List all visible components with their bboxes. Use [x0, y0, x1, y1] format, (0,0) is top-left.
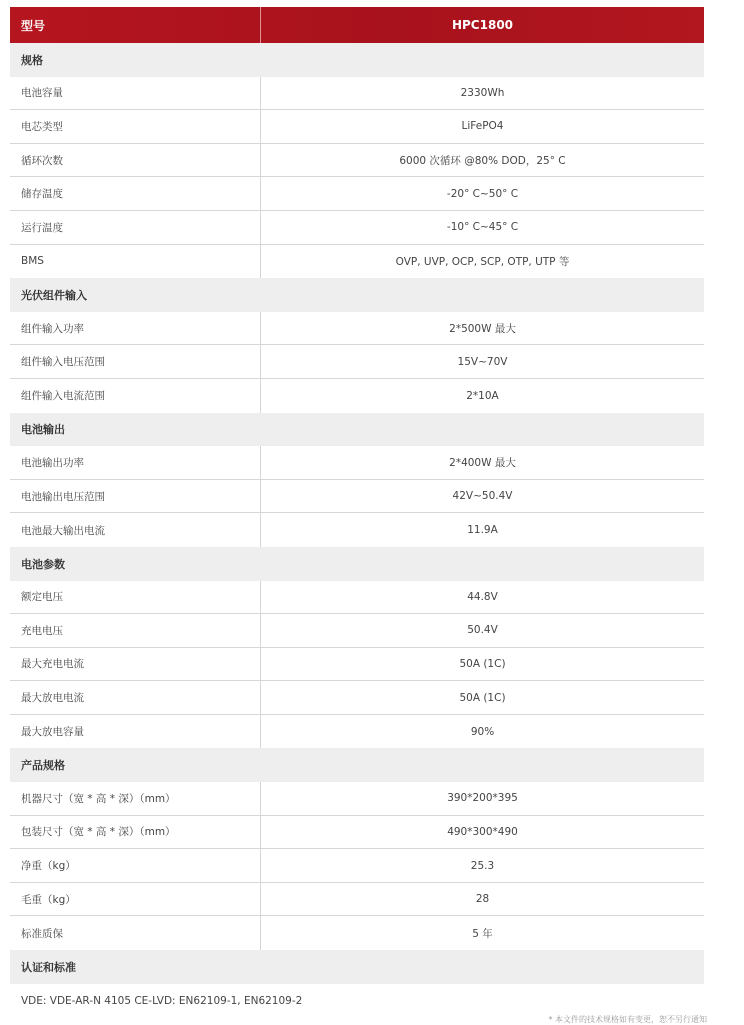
footnote: * 本文件的技术规格如有变更，恕不另行通知: [548, 1015, 707, 1024]
table-row: [10, 245, 704, 279]
spec-value: 44.8V: [467, 590, 498, 603]
model-label: 型号: [21, 18, 46, 33]
spec-label: 包装尺寸（宽 * 高 * 深）（mm）: [21, 826, 176, 839]
spec-value: 25.3: [470, 859, 495, 872]
section-heading: 电池参数: [10, 547, 704, 581]
spec-table: [10, 7, 704, 1007]
spec-value: 50.4V: [467, 624, 498, 637]
table-row: [10, 110, 704, 144]
spec-value: 6000 次循环 @80% DOD，25° C: [399, 154, 566, 167]
spec-value: 15V~70V: [457, 355, 508, 368]
spec-value: 28: [475, 893, 490, 906]
section-heading: 电池输出: [10, 413, 704, 447]
table-row: [10, 849, 704, 883]
spec-label: 标准质保: [21, 927, 63, 940]
table-row: [10, 312, 704, 346]
spec-value: -10° C~45° C: [446, 221, 519, 234]
spec-label: 充电电压: [21, 624, 63, 637]
spec-label: 毛重（kg）: [21, 893, 76, 906]
section-heading: 认证和标准: [10, 950, 704, 984]
spec-value: 5 年: [472, 927, 493, 940]
spec-label: 运行温度: [21, 221, 63, 234]
table-row: [10, 446, 704, 480]
spec-label: 电池输出功率: [21, 456, 84, 469]
section-heading: 产品规格: [10, 748, 704, 782]
spec-label: 组件输入功率: [21, 322, 84, 335]
table-row: [10, 379, 704, 413]
spec-label: 最大放电容量: [21, 726, 84, 739]
spec-label: 储存温度: [21, 188, 63, 201]
table-row: [10, 614, 704, 648]
table-header: [10, 7, 704, 43]
certifications-text: VDE: VDE-AR-N 4105 CE-LVD: EN62109-1, EN62109-2: [21, 994, 303, 1007]
table-row: [10, 144, 704, 178]
spec-label: 电池最大输出电流: [21, 524, 105, 537]
spec-value: 2*400W 最大: [449, 456, 516, 469]
table-row: [10, 681, 704, 715]
table-row: [10, 77, 704, 111]
table-row: [10, 782, 704, 816]
table-row: [10, 211, 704, 245]
section-heading: 光伏组件输入: [10, 278, 704, 312]
spec-label: 组件输入电压范围: [21, 356, 105, 369]
table-row: [10, 581, 704, 615]
spec-value: 50A (1C): [459, 691, 506, 704]
spec-value: LiFePO4: [461, 120, 504, 133]
spec-label: 最大充电电流: [21, 658, 84, 671]
spec-label: 最大放电电流: [21, 692, 84, 705]
spec-value: -20° C~50° C: [446, 187, 519, 200]
model-name: HPC1800: [451, 18, 514, 32]
spec-value: 490*300*490: [447, 825, 518, 838]
spec-value: 11.9A: [467, 524, 498, 537]
table-row: [10, 816, 704, 850]
spec-label: 电芯类型: [21, 120, 63, 133]
spec-value: 50A (1C): [459, 657, 506, 670]
spec-value: 2330Wh: [460, 86, 505, 99]
spec-label: 机器尺寸（宽 * 高 * 深）（mm）: [21, 792, 176, 805]
table-row: [10, 480, 704, 514]
spec-value: 390*200*395: [447, 792, 518, 805]
table-row: [10, 648, 704, 682]
spec-label: 电池容量: [21, 87, 63, 100]
table-body: [10, 43, 704, 984]
spec-label: 循环次数: [21, 154, 63, 167]
spec-label: 净重（kg）: [21, 860, 76, 873]
spec-value: OVP, UVP, OCP, SCP, OTP, UTP 等: [395, 255, 570, 268]
spec-label: 组件输入电流范围: [21, 390, 105, 403]
spec-label: 额定电压: [21, 591, 63, 604]
table-row: [10, 513, 704, 547]
spec-value: 42V~50.4V: [452, 490, 513, 503]
spec-value: 90%: [470, 725, 495, 738]
table-row: [10, 883, 704, 917]
spec-label: 电池输出电压范围: [21, 490, 105, 503]
section-heading: 规格: [10, 43, 704, 77]
spec-label: BMS: [21, 255, 44, 268]
table-row: [10, 916, 704, 950]
spec-value: 2*500W 最大: [449, 322, 516, 335]
table-row: [10, 177, 704, 211]
table-row: [10, 345, 704, 379]
spec-value: 2*10A: [466, 389, 499, 402]
table-row: [10, 715, 704, 749]
